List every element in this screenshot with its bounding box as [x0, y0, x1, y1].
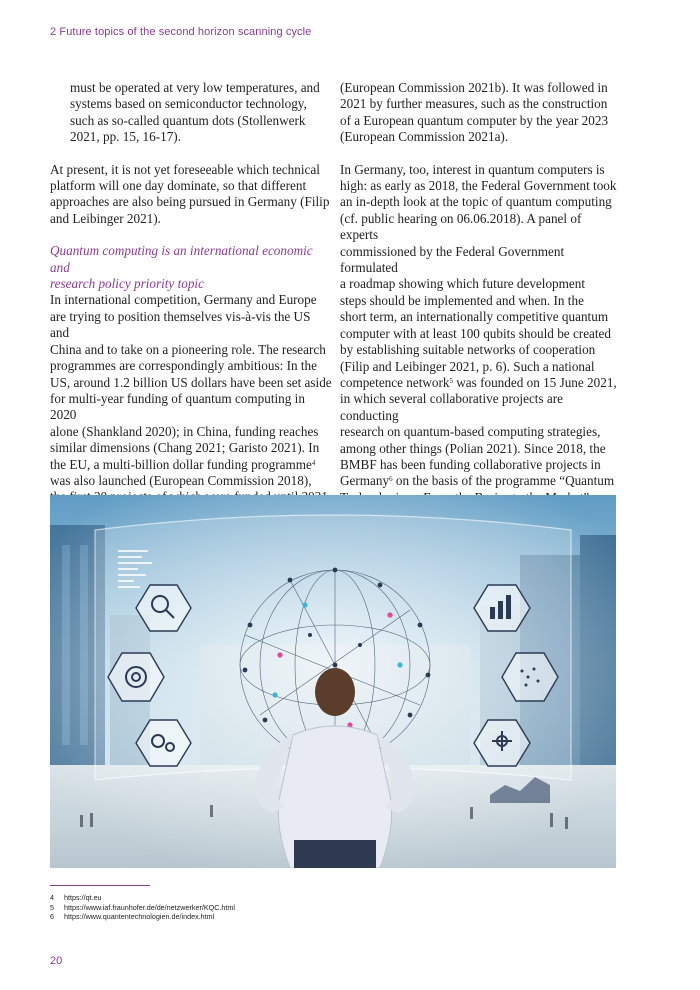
text-line	[50, 457, 332, 473]
footnote-number: 6	[50, 912, 54, 922]
line-text: the EU, a multi-billion dollar funding programme	[50, 456, 312, 472]
text-line: commissioned by the Federal Government formulated	[340, 243, 565, 276]
text-line: in which several collaborative projects are conducting	[340, 391, 563, 423]
text-line: by establishing suitable networks of cooperation	[340, 342, 596, 358]
text-line: a roadmap showing which future development	[340, 276, 585, 292]
text-line: approaches are also being pursued in Germany (Filip	[50, 194, 330, 210]
page-number: 20	[50, 955, 63, 967]
text-line: research on quantum-based computing strategies,	[340, 424, 601, 440]
text-line: alone (Shankland 2020); in China, funding reaches	[50, 423, 319, 439]
text-line: short term, an internationally competitive quantum	[340, 309, 609, 325]
text-line	[340, 473, 622, 489]
footnote-ref-6[interactable]: 6	[389, 475, 393, 484]
footnote-link[interactable]: https://www.iaf.fraunhofer.de/de/netzwerker/KQC.html	[64, 902, 235, 912]
text-line: (cf. public hearing on 06.06.2018). A panel of experts	[340, 210, 582, 243]
footnote-ref-4[interactable]: 4	[311, 458, 316, 467]
text-line: and Leibinger 2021).	[50, 210, 161, 226]
footnote-number: 5	[50, 902, 54, 912]
footnote-ref-5[interactable]: 5	[449, 376, 453, 385]
line-text: on the basis of the programme “Quantum	[392, 473, 615, 489]
text-line: 2021, pp. 15, 16-17).	[70, 129, 181, 145]
text-line: (European Commission 2021b). It was followed in	[340, 80, 608, 95]
text-line: among other things (Polian 2021). Since 2018, the	[340, 440, 606, 456]
footnotes	[50, 893, 235, 922]
text-line: China and to take on a pioneering role. The research	[50, 341, 326, 357]
line-text: Germany	[340, 473, 390, 489]
text-line: an in-depth look at the topic of quantum computing	[340, 194, 612, 210]
text-line: high: as early as 2018, the Federal Government took	[340, 178, 617, 194]
running-header: 2 Future topics of the second horizon scanning cycle	[50, 26, 312, 38]
quantum-computing-photo	[50, 495, 616, 868]
line-text: competence network	[340, 374, 450, 390]
footnote-5	[50, 903, 235, 913]
footnote-link[interactable]: https://www.quantentechnologien.de/index.html	[64, 912, 215, 922]
text-line: In international competition, Germany and Europe	[50, 292, 317, 308]
footnote-rule	[50, 885, 150, 886]
text-line: was also launched (European Commission 2018),	[50, 472, 312, 488]
text-line: At present, it is not yet foreseeable which technical	[50, 161, 320, 177]
right-column	[340, 80, 622, 506]
text-line: for multi-year funding of quantum computing in 2020	[50, 390, 305, 423]
subheading-line: research policy priority topic	[50, 276, 204, 292]
footnote-6	[50, 912, 235, 922]
subheading-line: Quantum computing is an international economic and	[50, 243, 313, 275]
text-line: (Filip and Leibinger 2021, p. 6). Such a national	[340, 358, 595, 374]
text-line: similar dimensions (Chang 2021; Garisto 2021). In	[50, 440, 320, 456]
left-column	[50, 80, 332, 506]
text-line: such as so-called quantum dots (Stollenwerk	[70, 112, 306, 128]
text-line: BMBF has been funding collaborative projects in	[340, 456, 601, 472]
paragraph-germany	[340, 162, 622, 507]
text-line: computer with at least 100 qubits should be created	[340, 325, 612, 341]
footnote-link[interactable]: https://qt.eu	[64, 893, 102, 902]
text-line: programmes are correspondingly ambitious: In the	[50, 358, 317, 374]
text-line: (European Commission 2021a).	[340, 129, 509, 145]
text-line: platform will one day dominate, so that different	[50, 178, 307, 194]
text-line: must be operated at very low temperatures, and	[70, 80, 320, 95]
indented-continuation	[50, 80, 332, 146]
text-line: of a European quantum computer by the year 2023	[340, 112, 609, 128]
line-text: was founded on 15 June 2021,	[452, 374, 617, 390]
paragraph-platform	[50, 162, 332, 228]
paragraph-eu-followup	[340, 80, 622, 146]
text-line: systems based on semiconductor technology,	[70, 96, 307, 112]
footnote-4	[50, 893, 235, 903]
footnote-number: 4	[50, 893, 54, 902]
text-line	[340, 375, 622, 391]
text-line: In Germany, too, interest in quantum computers is	[340, 161, 605, 177]
section-subheading	[50, 243, 332, 292]
text-line: 2021 by further measures, such as the construction	[340, 96, 608, 112]
text-line: US, around 1.2 billion US dollars have been set aside	[50, 374, 332, 390]
paragraph-competition	[50, 292, 332, 505]
text-line: steps should be implemented and when. In the	[340, 292, 584, 308]
text-line: are trying to position themselves vis-à-vis the US and	[50, 308, 311, 341]
